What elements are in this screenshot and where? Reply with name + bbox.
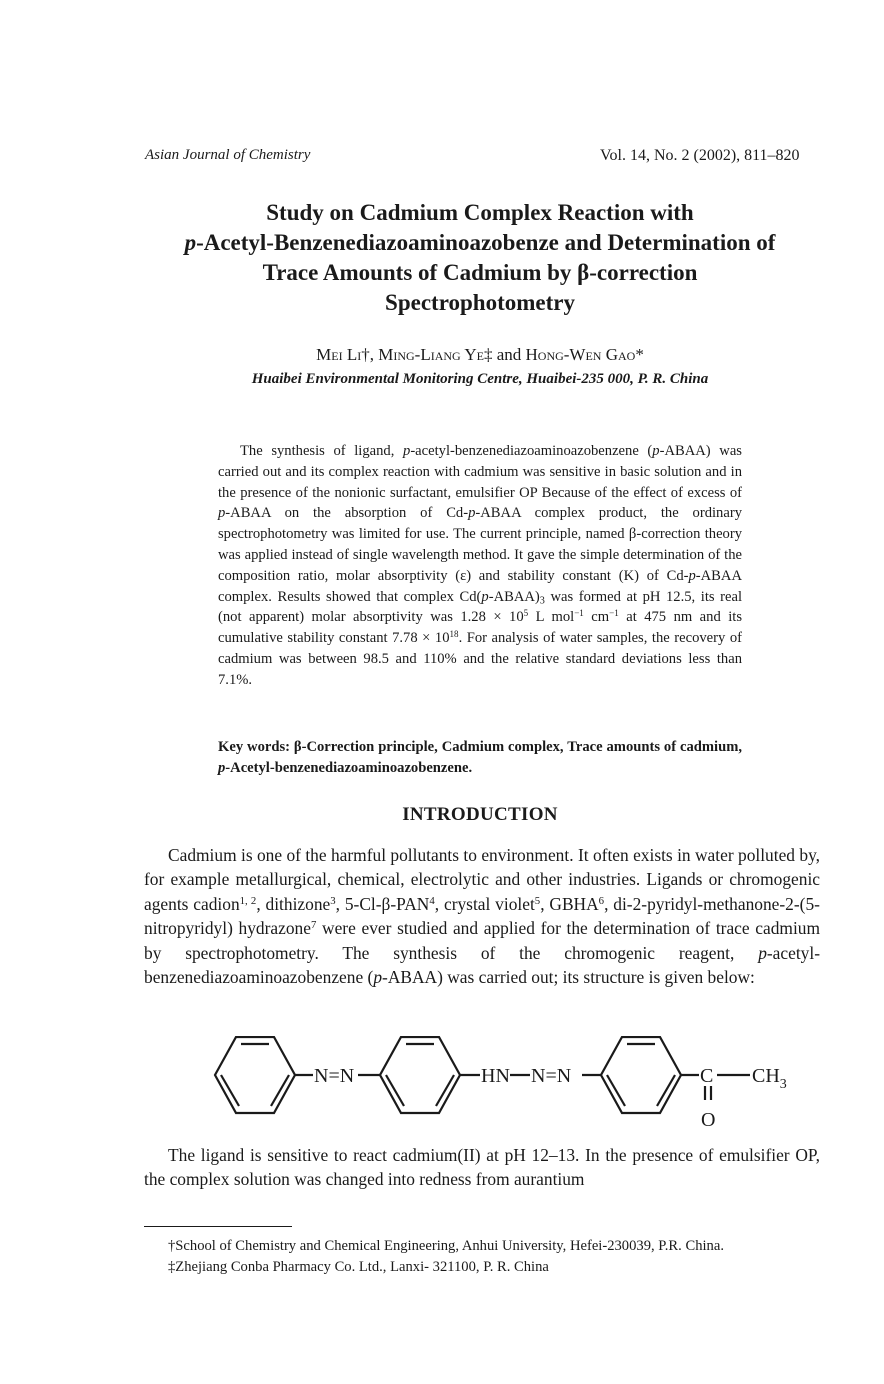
superscript: 18 bbox=[449, 629, 459, 640]
author-2: Ming-Liang Ye bbox=[378, 345, 484, 364]
journal-name: Asian Journal of Chemistry bbox=[145, 147, 311, 163]
introduction-body bbox=[144, 843, 820, 989]
citation: 6 bbox=[598, 894, 605, 907]
superscript: −1 bbox=[574, 608, 584, 619]
benzene-ring-3 bbox=[601, 1037, 681, 1113]
keywords-text: -Acetyl-benzenediazoaminoazobenzene. bbox=[225, 760, 473, 776]
title-italic-p: p bbox=[184, 230, 197, 255]
citation: 7 bbox=[310, 919, 317, 932]
benzene-ring-2 bbox=[380, 1037, 460, 1113]
italic-p: p bbox=[468, 505, 476, 522]
abstract-text: L mol bbox=[528, 609, 575, 626]
keywords-text: β-Correction principle, Cadmium complex, Trace amounts of cadmium, bbox=[290, 739, 743, 755]
title-line-3: Trace Amounts of Cadmium by β-correction bbox=[262, 260, 698, 285]
abstract-paragraph bbox=[218, 441, 742, 691]
author-and: and bbox=[496, 345, 522, 364]
abstract-text: -ABAA complex product, the ordinary spectrophotometry was limited for use. The current principle, named β-correction theory was applied instead of single wavelength method. It gave the simple determination of the composition ratio, molar absorptivity (ε) and stability constant (K) of Cd- bbox=[218, 505, 742, 584]
title-line-1: Study on Cadmium Complex Reaction with bbox=[266, 200, 694, 225]
carbon-atom: C bbox=[700, 1065, 714, 1087]
superscript: −1 bbox=[609, 608, 619, 619]
chemical-structure-diagram bbox=[212, 1036, 792, 1136]
paper-title bbox=[100, 198, 860, 318]
azo-group-2: N=N bbox=[531, 1065, 572, 1087]
superscript: 5 bbox=[523, 608, 529, 619]
footnotes bbox=[144, 1236, 820, 1278]
citation: 3 bbox=[330, 894, 336, 907]
body-paragraph-2 bbox=[144, 1143, 820, 1192]
keywords bbox=[218, 737, 742, 779]
body-text: -acetyl-benzenediazoaminoazobenzene ( bbox=[144, 942, 820, 988]
abstract-text: . For analysis of water samples, the recovery of cadmium was between 98.5 and 110% and the relative standard deviations less than 7.1%. bbox=[218, 630, 742, 688]
italic-p: p bbox=[652, 443, 660, 459]
abstract-text: at 475 nm and its cumulative stability constant 7.78 × 10 bbox=[218, 609, 742, 647]
abstract-text: The synthesis of ligand, bbox=[240, 443, 404, 459]
abstract bbox=[218, 441, 742, 691]
title-line-4: Spectrophotometry bbox=[385, 290, 575, 315]
body-text: -ABAA) was carried out; its structure is given below: bbox=[382, 967, 755, 988]
author-3-mark: * bbox=[635, 345, 644, 364]
author-3: Hong-Wen Gao bbox=[525, 345, 636, 364]
methyl-label: CH bbox=[752, 1065, 780, 1087]
abstract-text: cm bbox=[583, 609, 610, 626]
italic-p: p bbox=[688, 567, 696, 584]
author-2-mark: ‡ bbox=[483, 345, 493, 364]
volume-info: Vol. 14, No. 2 (2002), 811–820 bbox=[600, 147, 800, 164]
italic-p: p bbox=[481, 588, 489, 605]
footnote-2: ‡Zhejiang Conba Pharmacy Co. Ltd., Lanxi- 321100, P. R. China bbox=[168, 1259, 549, 1275]
footnote-divider bbox=[144, 1226, 292, 1227]
italic-p: p bbox=[758, 942, 767, 963]
abstract-text: -acetyl-benzenediazoaminoazobenzene ( bbox=[410, 443, 653, 459]
body-text: were ever studied and applied for the determination of trace cadmium by spectrophotometry. The synthesis of the chromogenic reagent, bbox=[144, 918, 820, 963]
abstract-text: -ABAA) was carried out and its complex reaction with cadmium was sensitive in basic solution and in the presence of the nonionic surfactant, emulsifier OP Because of the effect of excess of bbox=[218, 443, 742, 501]
italic-p: p bbox=[218, 760, 226, 776]
body-text: , GBHA bbox=[540, 893, 599, 914]
body-text: , di-2-pyridyl-methanone-2-(5-nitropyridyl) hydrazone bbox=[144, 893, 820, 939]
section-heading-introduction: INTRODUCTION bbox=[402, 804, 558, 825]
amine-group: HN bbox=[481, 1065, 510, 1087]
abstract-text: -ABAA complex. Results showed that complex Cd( bbox=[218, 567, 742, 605]
abstract-text: -ABAA) bbox=[488, 588, 540, 605]
italic-p: p bbox=[403, 443, 411, 459]
subscript: 3 bbox=[539, 595, 545, 607]
keywords-label: Key words: bbox=[218, 739, 291, 755]
body-text: , crystal violet bbox=[434, 893, 535, 914]
title-line-2 bbox=[100, 228, 860, 258]
body-text: , dithizone bbox=[256, 893, 331, 914]
italic-p: p bbox=[373, 967, 383, 988]
italic-p: p bbox=[218, 505, 226, 522]
footnote-1: †School of Chemistry and Chemical Engineering, Anhui University, Hefei-230039, P.R. China. bbox=[168, 1238, 724, 1254]
citation: 5 bbox=[534, 894, 541, 907]
affiliation: Huaibei Environmental Monitoring Centre, Huaibei-235 000, P. R. China bbox=[251, 371, 709, 387]
citation: 1, 2 bbox=[239, 894, 257, 907]
methyl-subscript: 3 bbox=[779, 1077, 787, 1092]
benzene-ring-1 bbox=[215, 1037, 295, 1113]
oxygen-atom: O bbox=[701, 1109, 716, 1131]
citation: 4 bbox=[429, 894, 435, 907]
body-text: Cadmium is one of the harmful pollutants to environment. It often exists in water polluted by, for example metallurgical, chemical, electrolytic and other industries. Ligands or chromogenic agents cadion bbox=[144, 845, 820, 914]
body-text: , 5-Cl-β-PAN bbox=[335, 893, 430, 914]
author-1-mark: † bbox=[361, 345, 370, 364]
introduction-paragraph bbox=[144, 843, 820, 989]
abstract-text: -ABAA on the absorption of Cd- bbox=[225, 505, 469, 522]
abstract-text: was formed at pH 12.5, its real (not apparent) molar absorptivity was 1.28 × 10 bbox=[218, 588, 743, 626]
author-1: Mei Li bbox=[316, 345, 362, 364]
methyl-group bbox=[752, 1065, 787, 1092]
azo-group-1: N=N bbox=[314, 1065, 355, 1087]
keywords-paragraph bbox=[218, 737, 742, 779]
author-list: Mei Li†, Ming-Liang Ye‡ and Hong-Wen Gao* bbox=[316, 345, 644, 364]
title-line-2-text: -Acetyl-Benzenediazoaminoazobenze and Determination of bbox=[196, 230, 776, 255]
paragraph-2: The ligand is sensitive to react cadmium(II) at pH 12–13. In the presence of emulsifier OP, the complex solution was changed into redness from aurantium bbox=[144, 1145, 820, 1190]
